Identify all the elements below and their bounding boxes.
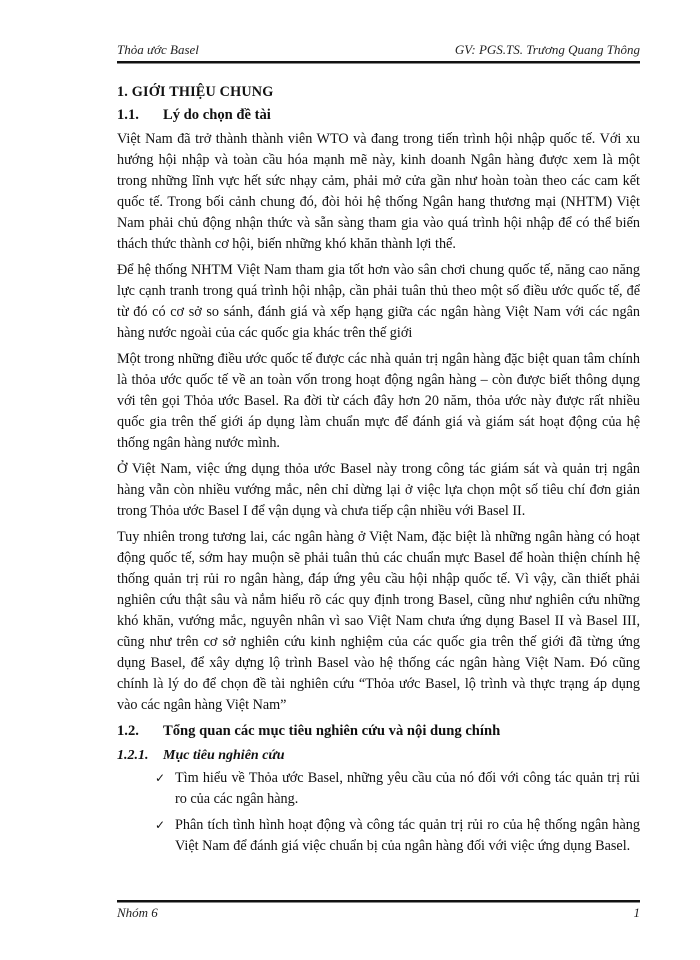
list-item (117, 815, 640, 857)
heading-text: Lý do chọn đề tài (163, 107, 271, 123)
paragraph: Tuy nhiên trong tương lai, các ngân hàng ở Việt Nam, đặc biệt là những ngân hàng có hoạt động quốc tế, sớm hay muộn sẽ phải tuân thủ các chuẩn mực Basel để hoàn thiện chính hệ thống quản trị rủi ro ngân hàng, đáp ứng yêu cầu hội nhập quốc tế. Vì vậy, cần thiết phải nghiên cứu thật sâu và nắm hiểu rõ các quy định trong Basel, cũng như nghiên cứu những khó khăn, vướng mắc, nguyên nhân vì sao Việt Nam chưa ứng dụng Basel II và Basel III, cũng như trên cơ sở nghiên cứu kinh nghiệm của các quốc gia trên thế giới đã từng ứng dụng Basel, để xây dựng lộ trình Basel vào hệ thống các ngân hàng Việt Nam. Đó cũng chính là lý do để chọn đề tài nghiên cứu “Thỏa ước Basel, lộ trình và thực trạng áp dụng vào các ngân hàng Việt Nam” (117, 529, 640, 713)
list-item-text: Phân tích tình hình hoạt động và công tác quản trị rủi ro của hệ thống ngân hàng Việt Nam để đánh giá việc chuẩn bị của ngân hàng đối với việc ứng dụng Basel. (175, 817, 640, 854)
page-header (117, 40, 640, 60)
paragraph: Việt Nam đã trở thành thành viên WTO và đang trong tiến trình hội nhập quốc tế. Với xu hướng hội nhập và toàn cầu hóa mạnh mẽ này, kinh doanh Ngân hàng được xem là một trong những lĩnh vực hết sức nhạy cảm, phải mở cửa gần như hoàn toàn theo các cam kết quốc tế. Trong bối cảnh chung đó, đòi hỏi hệ thống Ngân hang thương mại (NHTM) Việt Nam phải chủ động nhận thức và sẵn sàng tham gia vào quá trình hội nhập để có thể biến thách thức thành cơ hội, biến những khó khăn thành lợi thế. (117, 131, 640, 252)
paragraph: Một trong những điều ước quốc tế được các nhà quản trị ngân hàng đặc biệt quan tâm chính là thỏa ước quốc tế về an toàn vốn trong hoạt động ngân hàng – còn được biết thông dụng với tên gọi Thỏa ước Basel. Ra đời từ cách đây hơn 20 năm, thỏa ước này được rất nhiều quốc gia trên thế giới áp dụng làm chuẩn mực để đánh giá và giám sát hoạt động của hệ thống ngân hàng nước mình. (117, 351, 640, 451)
heading-text: Tổng quan các mục tiêu nghiên cứu và nội dung chính (163, 723, 501, 739)
header-divider (117, 61, 640, 64)
heading-section-1-2 (117, 721, 640, 742)
list-item (117, 768, 640, 810)
heading-section-1-1 (117, 105, 640, 126)
objectives-list (117, 768, 640, 857)
checkmark-icon: ✓ (155, 818, 166, 832)
heading-section-1: 1. GIỚI THIỆU CHUNG (117, 84, 274, 100)
header-instructor: GV: PGS.TS. Trương Quang Thông (454, 42, 640, 57)
heading-text: Mục tiêu nghiên cứu (163, 748, 285, 763)
heading-number: 1.2. (117, 723, 139, 739)
page-content (117, 78, 640, 862)
heading-number: 1.2.1. (117, 748, 149, 763)
footer-divider (117, 900, 640, 903)
list-item-text: Tìm hiểu về Thỏa ước Basel, những yêu cầu của nó đối với công tác quản trị rủi ro của các ngân hàng. (175, 770, 640, 807)
paragraph: Để hệ thống NHTM Việt Nam tham gia tốt hơn vào sân chơi chung quốc tế, năng cao năng lực cạnh tranh trong quá trình hội nhập, cần phải tuân thủ theo một số điều ước quốc tế, để từ đó có cơ sở so sánh, đánh giá và xếp hạng giữa các ngân hàng Việt Nam với các ngân hàng nước ngoài của các quốc gia khác trên thế giới (117, 262, 640, 341)
heading-number: 1.1. (117, 107, 139, 123)
checkmark-icon: ✓ (155, 771, 166, 785)
header-title: Thỏa ước Basel (117, 42, 199, 57)
heading-section-1-2-1 (117, 745, 640, 766)
page-number: 1 (633, 905, 640, 920)
footer-group: Nhóm 6 (117, 905, 158, 920)
paragraph: Ở Việt Nam, việc ứng dụng thỏa ước Basel này trong công tác giám sát và quản trị ngân hàng vẫn còn nhiều vướng mắc, nên chỉ dừng lại ở việc lựa chọn một số tiêu chí đơn giản trong Thỏa ước Basel I để vận dụng và chưa tiếp cận nhiều với Basel II. (117, 461, 640, 519)
